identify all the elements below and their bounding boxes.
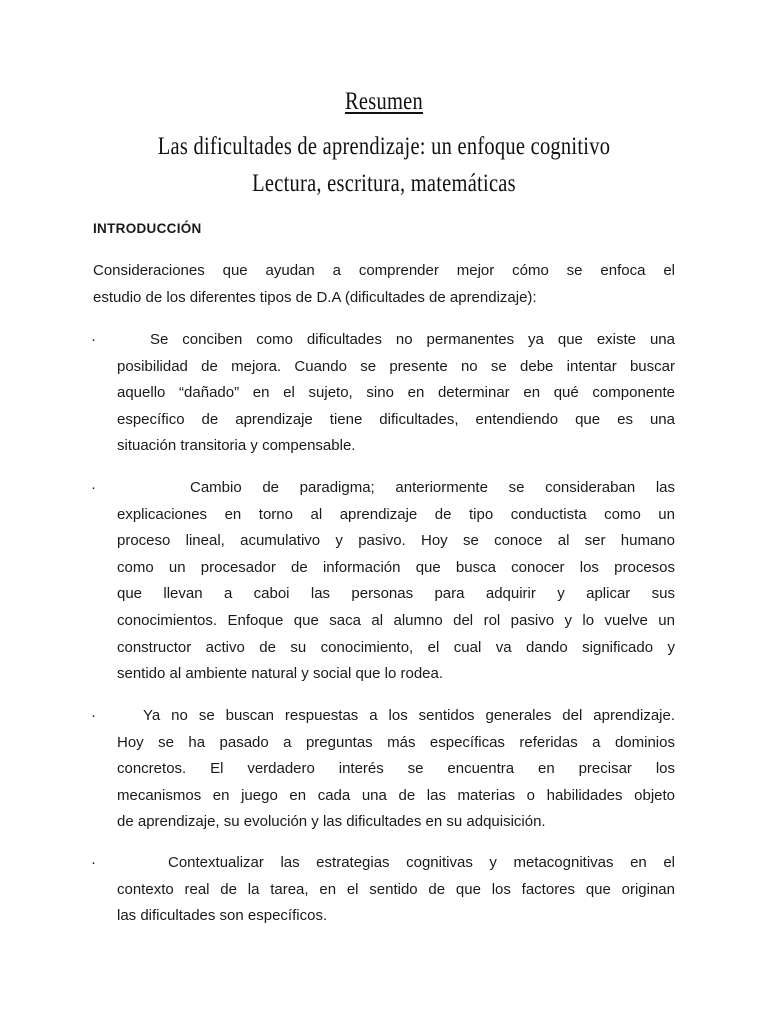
text-line: aquello “dañado” en el sujeto, sino en determinar en qué componente [117,384,675,402]
text-line: constructor activo de su conocimiento, el cual va dando significado y [117,638,675,656]
text-line: explicaciones en torno al aprendizaje de tipo conductista como un [117,505,675,523]
text-line: Ya no se buscan respuestas a los sentidos generales del aprendizaje. [143,707,675,724]
intro-paragraph [93,258,675,311]
text-line: Consideraciones que ayudan a comprender mejor cómo se enfoca el [93,262,675,279]
text-line: que llevan a caboi las personas para adquirir y aplicar sus [117,585,675,603]
text-line: conocimientos. Enfoque que saca al alumno del rol pasivo y lo vuelve un [117,611,675,629]
section-heading: INTRODUCCIÓN [93,221,202,236]
text-line: mecanismos en juego en cada una de las materias o habilidades objeto [117,786,675,804]
text-line: Contextualizar las estrategias cognitivas y metacognitivas en el [168,854,675,871]
bullet-marker: · [91,854,96,871]
text-line: situación transitoria y compensable. [117,437,356,455]
bullet-paragraph [117,327,675,460]
bullet-paragraph [117,703,675,836]
text-line: Cambio de paradigma; anteriormente se consideraban las [190,479,675,496]
text-line: contexto real de la tarea, en el sentido de que los factores que originan [117,880,675,898]
bullet-marker: · [91,331,96,348]
text-line: proceso lineal, acumulativo y pasivo. Hoy se conoce al ser humano [117,532,675,550]
text-line: Se conciben como dificultades no permanentes ya que existe una [150,331,675,348]
document-title: Resumen [344,88,424,115]
bullet-marker: · [91,707,96,724]
text-line: de aprendizaje, su evolución y las dificultades en su adquisición. [117,813,546,831]
bullet-paragraph [117,475,675,688]
document-subtitle: Las dificultades de aprendizaje: un enfoque cognitivo [157,133,611,160]
text-line: estudio de los diferentes tipos de D.A (dificultades de aprendizaje): [93,288,537,306]
text-line: posibilidad de mejora. Cuando se presente no se debe intentar buscar [117,357,675,375]
text-line: concretos. El verdadero interés se encuentra en precisar los [117,760,675,778]
text-line: las dificultades son específicos. [117,907,328,925]
document-subtitle-topics: Lectura, escritura, matemáticas [252,170,516,197]
text-line: Hoy se ha pasado a preguntas más específicas referidas a dominios [117,733,675,751]
text-line: sentido al ambiente natural y social que lo rodea. [117,665,444,683]
text-line: como un procesador de información que busca conocer los procesos [117,558,675,576]
bullet-paragraph [117,850,675,930]
text-line: específico de aprendizaje tiene dificultades, entendiendo que es una [117,410,675,428]
bullet-marker: · [91,479,96,496]
